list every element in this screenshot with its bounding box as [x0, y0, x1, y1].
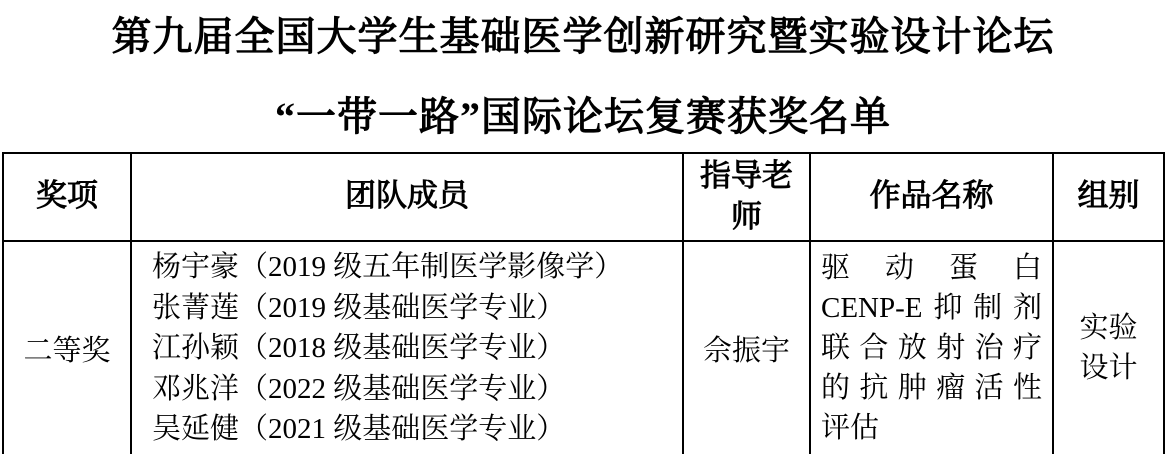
- award-results-table: [2, 152, 1165, 454]
- work-title-line: 评估: [821, 412, 880, 445]
- header-award: 奖项: [3, 153, 131, 241]
- table-row: [3, 241, 1164, 454]
- document-title-line1: 第九届全国大学生基础医学创新研究暨实验设计论坛: [111, 14, 1055, 59]
- cell-group: 实验设计: [1053, 241, 1164, 454]
- work-title-line: CENP-E抑制剂: [821, 292, 1042, 325]
- header-team-members: 团队成员: [131, 153, 683, 241]
- header-advisor: 指导老师: [683, 153, 810, 241]
- cell-advisor: 佘振宇: [683, 241, 810, 454]
- header-work-title: 作品名称: [810, 153, 1053, 241]
- cell-work-title: [810, 241, 1053, 454]
- cell-team-members: [131, 241, 683, 454]
- work-title-line: 的抗肿瘤活性: [821, 372, 1042, 405]
- work-title-line: 驱动蛋白: [821, 252, 1042, 285]
- member-line: 杨宇豪（2019 级五年制医学影像学）: [152, 251, 624, 284]
- member-line: 邓兆洋（2022 级基础医学专业）: [152, 372, 566, 405]
- cell-award: 二等奖: [3, 241, 131, 454]
- member-line: 张菁莲（2019 级基础医学专业）: [152, 291, 566, 324]
- header-group: 组别: [1053, 153, 1164, 241]
- member-line: 吴延健（2021 级基础医学专业）: [152, 413, 566, 446]
- document-title-line2: “一带一路”国际论坛复赛获奖名单: [275, 94, 891, 139]
- member-line: 江孙颖（2018 级基础医学专业）: [152, 332, 566, 365]
- table-header-row: [3, 153, 1164, 241]
- work-title-line: 联合放射治疗: [821, 332, 1042, 365]
